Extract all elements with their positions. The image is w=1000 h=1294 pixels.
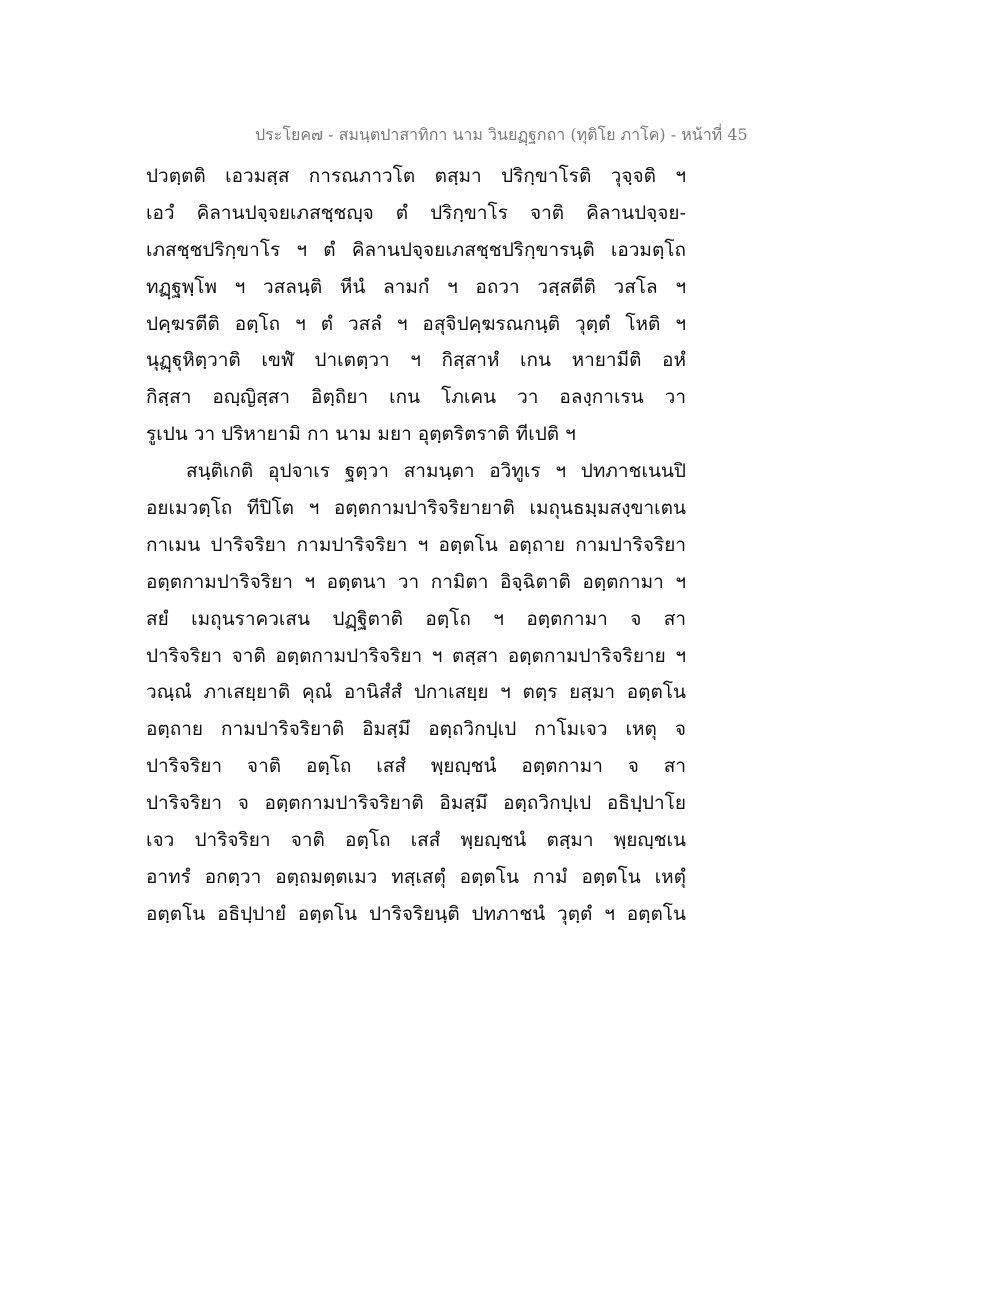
text-line: อตฺตกามปาริจริยา ฯ อตฺตนา วา กามิตา อิจฺฉิตาติ อตฺตกามา ฯ	[146, 570, 686, 593]
text-line: เจว ปาริจริยา จาติ อตฺโถ เสสํ พฺยญฺชนํ ตสฺมา พฺยญฺชเน	[146, 829, 686, 852]
text-line: อตฺถาย กามปาริจริยาติ อิมสฺมึ อตฺถวิกปฺเป กาโมเจว เหตุ จ	[146, 718, 686, 741]
text-line: อาทรํ อกตฺวา อตฺถมตฺตเมว ทสฺเสตุํ อตฺตโน กามํ อตฺตโน เหตุํ	[146, 865, 686, 888]
text-line: อยเมวตฺโถ ทีปิโต ฯ อตฺตกามปาริจริยายาติ เมถุนธมฺมสงฺขาเตน	[146, 497, 686, 520]
text-line: เอวํ คิลานปจฺจยเภสชฺชญฺจ ตํ ปริกฺขาโร จาติ คิลานปจฺจย-	[146, 201, 686, 224]
text-line: สยํ เมถุนราควเสน ปฏฺฐิตาติ อตฺโถ ฯ อตฺตกามา จ สา	[146, 607, 686, 630]
text-line: กาเมน ปาริจริยา กามปาริจริยา ฯ อตฺตโน อตฺถาย กามปาริจริยา	[146, 533, 686, 556]
paragraph-start-line: สนฺติเกติ อุปจาเร ฐตฺวา สามนฺตา อวิทูเร ฯ ปทภาชเนนปิ	[186, 460, 686, 483]
text-line: ปาริจริยา จาติ อตฺตกามปาริจริยา ฯ ตสฺสา อตฺตกามปาริจริยาย ฯ	[146, 644, 686, 667]
text-line: เภสชฺชปริกฺขาโร ฯ ตํ คิลานปจฺจยเภสชฺชปริกฺขารนฺติ เอวมตฺโถ	[146, 238, 686, 261]
text-line: ปาริจริยา จ อตฺตกามปาริจริยาติ อิมสฺมึ อตฺถวิกปฺเป อธิปฺปาโย	[146, 792, 686, 815]
text-line: กิสฺสา อญฺญิสฺสา อิตฺถิยา เกน โภเคน วา อลงฺกาเรน วา	[146, 386, 686, 409]
text-line: ทฏฺฐพฺโพ ฯ วสลนฺติ หีนํ ลามกํ ฯ อถวา วสฺสตีติ วสโล ฯ	[146, 275, 686, 298]
text-line: รูเปน วา ปริหายามิ กา นาม มยา อุตฺตริตราติ ทีเปติ ฯ	[146, 423, 576, 446]
text-line: ปาริจริยา จาติ อตฺโถ เสสํ พฺยญฺชนํ อตฺตกามา จ สา	[146, 755, 686, 778]
text-line: วณฺณํ ภาเสยฺยาติ คุณํ อานิสํสํ ปกาเสยฺย ฯ ตตฺร ยสฺมา อตฺตโน	[146, 681, 686, 704]
text-line: อตฺตโน อธิปฺปายํ อตฺตโน ปาริจริยนฺติ ปทภาชนํ วุตฺตํ ฯ อตฺตโน	[146, 902, 686, 925]
running-header: ประโยค๗ - สมนฺตปาสาทิกา นาม วินยฏฺฐกถา (ทุติโย ภาโค) - หน้าที่ 45	[255, 125, 748, 144]
text-line: ปวตฺตติ เอวมสฺส การณภาวโต ตสฺมา ปริกฺขาโรติ วุจฺจติ ฯ	[146, 165, 686, 187]
text-line: นุฏฺฐุหิตฺวาติ เขฬํ ปาเตตฺวา ฯ กิสฺสาหํ เกน หายามีติ อหํ	[146, 349, 686, 372]
text-line: ปคฺฆรตีติ อตฺโถ ฯ ตํ วสลํ ฯ อสุจิปคฺฆรณกนฺติ วุตฺตํ โหติ ฯ	[146, 312, 686, 335]
body-text	[146, 158, 686, 933]
